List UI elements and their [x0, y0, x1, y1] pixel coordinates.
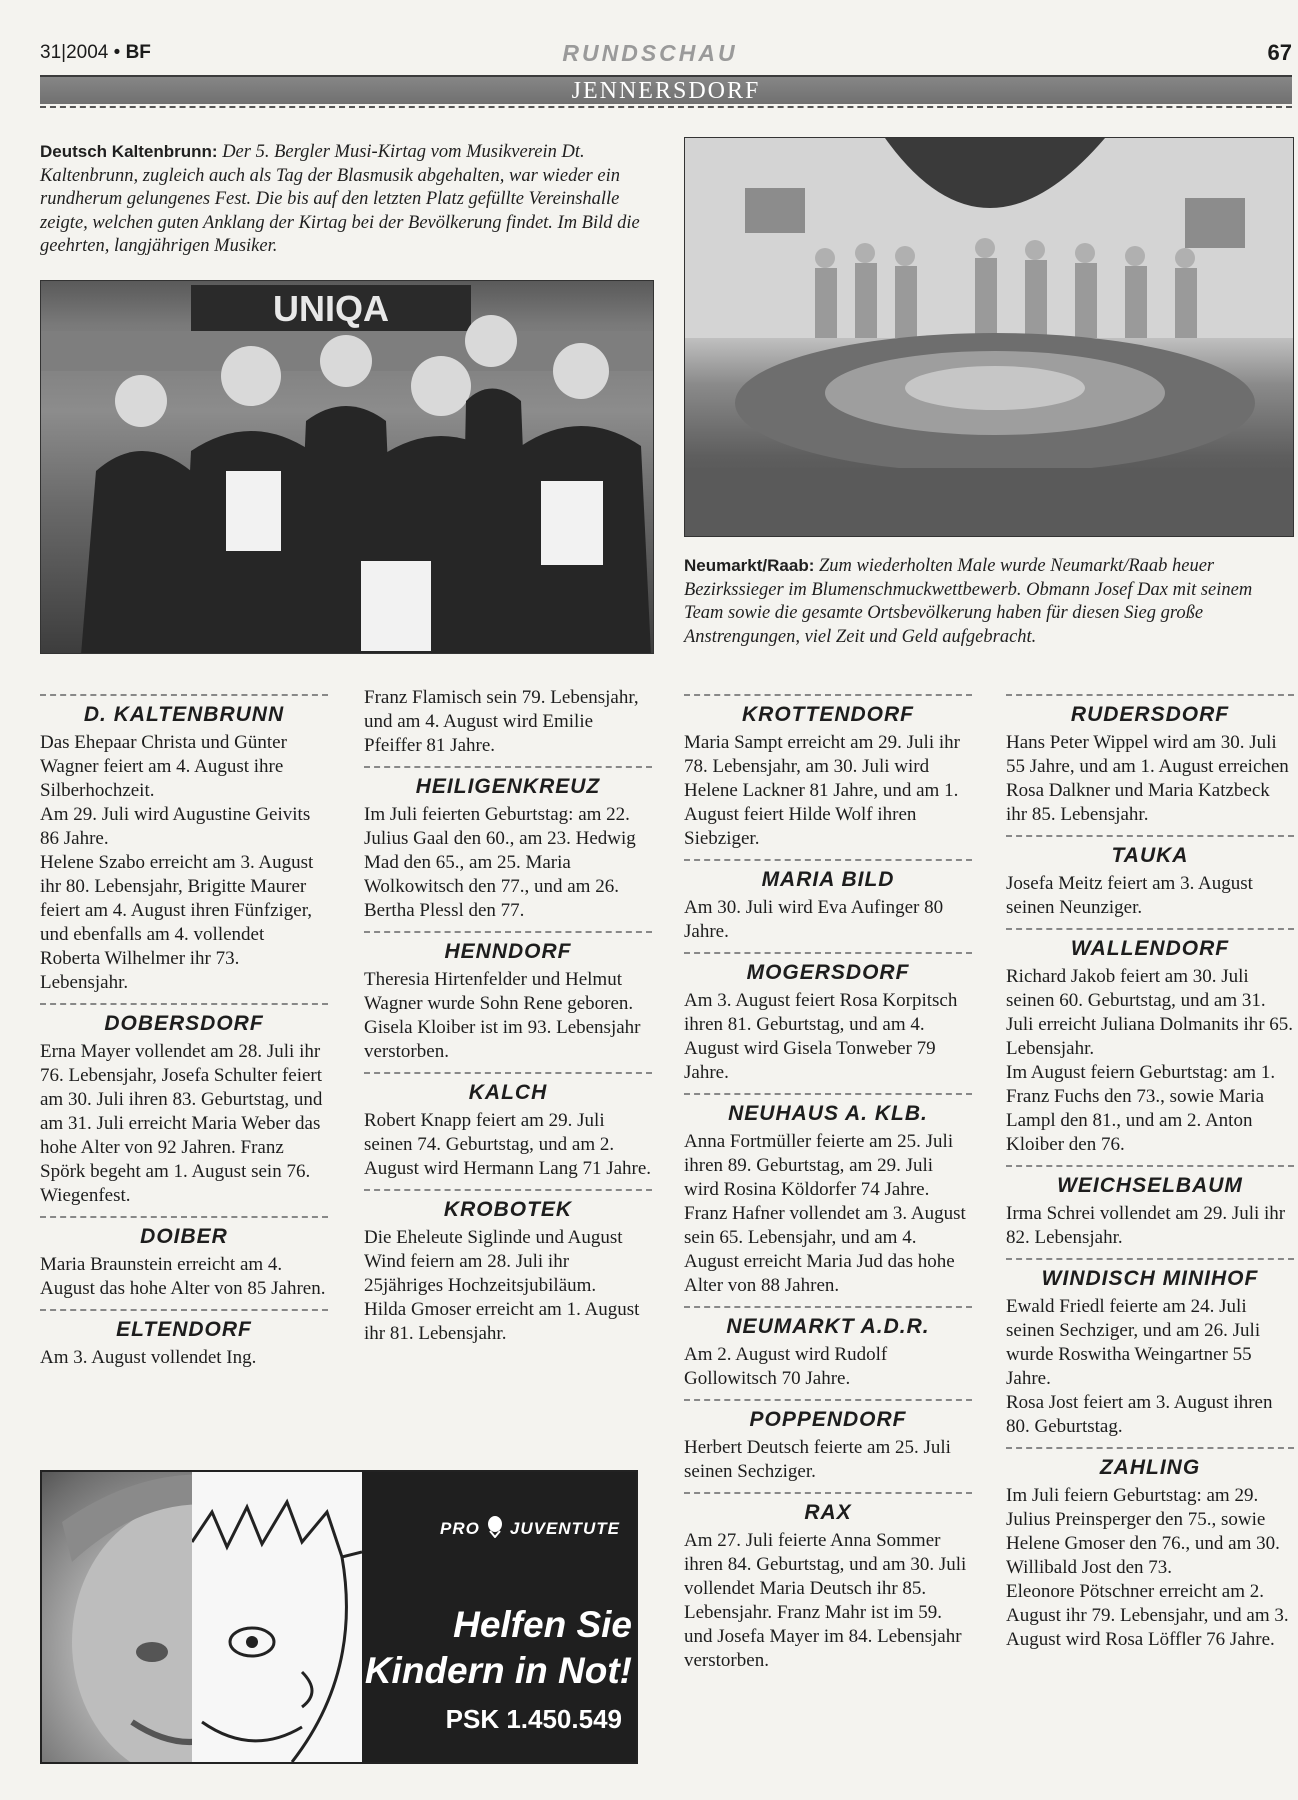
caption-kaltenbrunn [40, 140, 650, 259]
ad-headline-line-1: Helfen Sie [453, 1604, 632, 1645]
section-body: Das Ehepaar Christa und Günter Wagner feiert am 4. August ihre Silberhochzeit. Am 29. Juli wird Augustine Geivits 86 Jahre. Helene Szabo erreicht am 3. August ihr 80. Lebensjahr, Brigitte Maurer feiert am 4. August ihren Fünfziger, und ebenfalls am 4. vollendet Roberta Wilhelmer ihr 73. Lebensjahr. [40, 732, 314, 993]
column-3 [684, 686, 972, 1673]
section-body: Richard Jakob feiert am 30. Juli seinen 60. Geburtstag, und am 31. Juli erreicht Juliana Dolmanits ihr 65. Lebensjahr. Im August feiern Geburtstag: am 1. Franz Fuchs den 73., sowie Maria Lampl den 81., und am 2. Anton Kloiber den 76. [1006, 966, 1294, 1155]
section-heading: WEICHSELBAUM [1006, 1165, 1294, 1199]
section-body: Theresia Hirtenfelder und Helmut Wagner wurde Sohn Rene geboren. Gisela Kloiber ist im 93. Lebensjahr verstorben. [364, 969, 641, 1062]
photo-flower-garden [684, 137, 1294, 537]
caption-text: Zum wiederholten Male wurde Neumarkt/Raab heuer Bezirkssieger im Blumenschmuckwettbewerb. Obmann Josef Dax mit seinem Team sowie die gesamte Ortsbevölkerung haben für diesen Sieg große Anstrengungen, viel Zeit und Geld aufgebracht. [684, 556, 1253, 647]
page-number: 67 [1267, 40, 1292, 65]
photo-musicians [40, 280, 654, 654]
section-body: Im Juli feiern Geburtstag: am 29. Julius Preinsperger den 75., sowie Helene Gmoser den 76., und am 30. Willibald Jost den 73. Eleonore Pötschner erreicht am 2. August ihr 79. Lebensjahr, und am 3. August wird Rosa Löffler 76 Jahre. [1006, 1485, 1289, 1650]
caption-lead: Neumarkt/Raab: [684, 556, 815, 575]
column-1 [40, 686, 328, 1370]
section-heading: D. KALTENBRUNN [40, 694, 328, 728]
section-heading: KROTTENDORF [684, 694, 972, 728]
issue-label [40, 42, 151, 64]
section-body: Franz Flamisch sein 79. Lebensjahr, und am 4. August wird Emilie Pfeiffer 81 Jahre. [364, 687, 639, 756]
section-body: Am 2. August wird Rudolf Gollowitsch 70 Jahre. [684, 1344, 888, 1389]
section-heading: HEILIGENKREUZ [364, 766, 652, 800]
photo-garden-illustration [685, 138, 1294, 537]
section-body: Erna Mayer vollendet am 28. Juli ihr 76. Lebensjahr, Josefa Schulter feiert am 30. Juli ihren 83. Geburtstag, und am 31. Juli erreicht Maria Weber das hohe Alter von 92 Jahren. Franz Spörk begeht am 1. August sein 76. Wiegenfest. [40, 1041, 323, 1206]
section-heading: ZAHLING [1006, 1447, 1294, 1481]
logo-text-left: PRO [440, 1519, 480, 1538]
section-heading: ELTENDORF [40, 1309, 328, 1343]
section-body: Am 3. August vollendet Ing. [40, 1347, 257, 1368]
section-heading: MOGERSDORF [684, 952, 972, 986]
caption-neumarkt [684, 554, 1294, 649]
section-heading: DOIBER [40, 1216, 328, 1250]
pro-juventute-ad [40, 1470, 638, 1764]
child-sketch-illustration [192, 1472, 362, 1764]
section-body: Maria Braunstein erreicht am 4. August das hohe Alter von 85 Jahren. [40, 1254, 326, 1299]
issue-number: 31|2004 [40, 42, 109, 63]
section-body: Hans Peter Wippel wird am 30. Juli 55 Jahre, und am 1. August erreichen Rosa Dalkner und Maria Katzbeck ihr 85. Lebensjahr. [1006, 732, 1289, 825]
section-heading: NEUMARKT A.D.R. [684, 1306, 972, 1340]
photo-banner-text: UNIQA [273, 288, 389, 329]
caption-text: Der 5. Bergler Musi-Kirtag vom Musikverein Dt. Kaltenbrunn, zugleich auch als Tag der Blasmusik abgehalten, war wieder ein rundherum gelungenes Fest. Die bis auf den letzten Platz gefüllte Vereinshalle zeigte, welchen guten Anklang der Kirtag bei der Bevölkerung findet. Im Bild die geehrten, langjährigen Musiker. [40, 142, 640, 256]
publication-name: BF [125, 42, 151, 63]
section-heading: TAUKA [1006, 835, 1294, 869]
issue-separator: • [113, 42, 121, 63]
photo-musicians-illustration [41, 281, 654, 654]
section-heading: RUDERSDORF [1006, 694, 1294, 728]
section-heading: DOBERSDORF [40, 1003, 328, 1037]
section-body: Anna Fortmüller feierte am 25. Juli ihren 89. Geburtstag, am 29. Juli wird Rosina Köldorfer 74 Jahre. Franz Hafner vollendet am 3. August sein 65. Lebensjahr, und am 4. August erreicht Maria Jud das hohe Alter von 88 Jahren. [684, 1131, 966, 1296]
section-body: Ewald Friedl feierte am 24. Juli seinen Sechziger, und am 26. Juli wurde Roswitha Weingartner 55 Jahre. Rosa Jost feiert am 3. August ihren 80. Geburtstag. [1006, 1296, 1273, 1437]
section-body: Robert Knapp feiert am 29. Juli seinen 74. Geburtstag, und am 2. August wird Hermann Lang 71 Jahre. [364, 1110, 652, 1179]
column-4 [1006, 686, 1294, 1652]
ad-headline [352, 1602, 638, 1694]
caption-lead: Deutsch Kaltenbrunn: [40, 142, 218, 161]
pro-juventute-logo [430, 1516, 630, 1539]
column-2 [364, 686, 652, 1346]
ad-account-number: PSK 1.450.549 [445, 1704, 622, 1734]
section-heading: NEUHAUS A. KLB. [684, 1093, 972, 1127]
section-body: Am 30. Juli wird Eva Aufinger 80 Jahre. [684, 897, 944, 942]
section-body: Am 27. Juli feierte Anna Sommer ihren 84. Geburtstag, und am 30. Juli vollendet Maria Deutsch ihr 85. Lebensjahr. Franz Mahr ist im 59. und Josefa Mayer im 84. Lebensjahr verstorben. [684, 1530, 967, 1671]
section-heading: KALCH [364, 1072, 652, 1106]
section-title: RUNDSCHAU [562, 40, 738, 66]
header-divider [40, 106, 1292, 108]
section-heading: MARIA BILD [684, 859, 972, 893]
balloon-icon [486, 1516, 504, 1538]
section-body: Im Juli feierten Geburtstag: am 22. Julius Gaal den 60., am 23. Hedwig Mad den 65., am 25. Maria Wolkowitsch den 77., und am 26. Bertha Plessl den 77. [364, 804, 636, 921]
logo-text-right: JUVENTUTE [509, 1519, 620, 1538]
section-body: Maria Sampt erreicht am 29. Juli ihr 78. Lebensjahr, am 30. Juli wird Helene Lackner 81 Jahre, und am 1. August feiert Hilde Wolf ihren Siebziger. [684, 732, 960, 849]
ad-child-sketch [192, 1472, 362, 1764]
region-banner [40, 75, 1292, 104]
section-body: Die Eheleute Siglinde und August Wind feiern am 28. Juli ihr 25jähriges Hochzeitsjubiläum. Hilda Gmoser erreicht am 1. August ihr 81. Lebensjahr. [364, 1227, 640, 1344]
region-banner-title: JENNERSDORF [571, 78, 761, 104]
section-heading: RAX [684, 1492, 972, 1526]
ad-headline-line-2: Kindern in Not! [364, 1650, 632, 1691]
section-heading: HENNDORF [364, 931, 652, 965]
section-body: Am 3. August feiert Rosa Korpitsch ihren 81. Geburtstag, und am 4. August wird Gisela Tonweber 79 Jahre. [684, 990, 958, 1083]
section-heading: WINDISCH MINIHOF [1006, 1258, 1294, 1292]
section-body: Herbert Deutsch feierte am 25. Juli seinen Sechziger. [684, 1437, 951, 1482]
section-heading: POPPENDORF [684, 1399, 972, 1433]
section-body: Josefa Meitz feiert am 3. August seinen Neunziger. [1006, 873, 1253, 918]
section-body: Irma Schrei vollendet am 29. Juli ihr 82. Lebensjahr. [1006, 1203, 1286, 1248]
section-heading: KROBOTEK [364, 1189, 652, 1223]
section-heading: WALLENDORF [1006, 928, 1294, 962]
